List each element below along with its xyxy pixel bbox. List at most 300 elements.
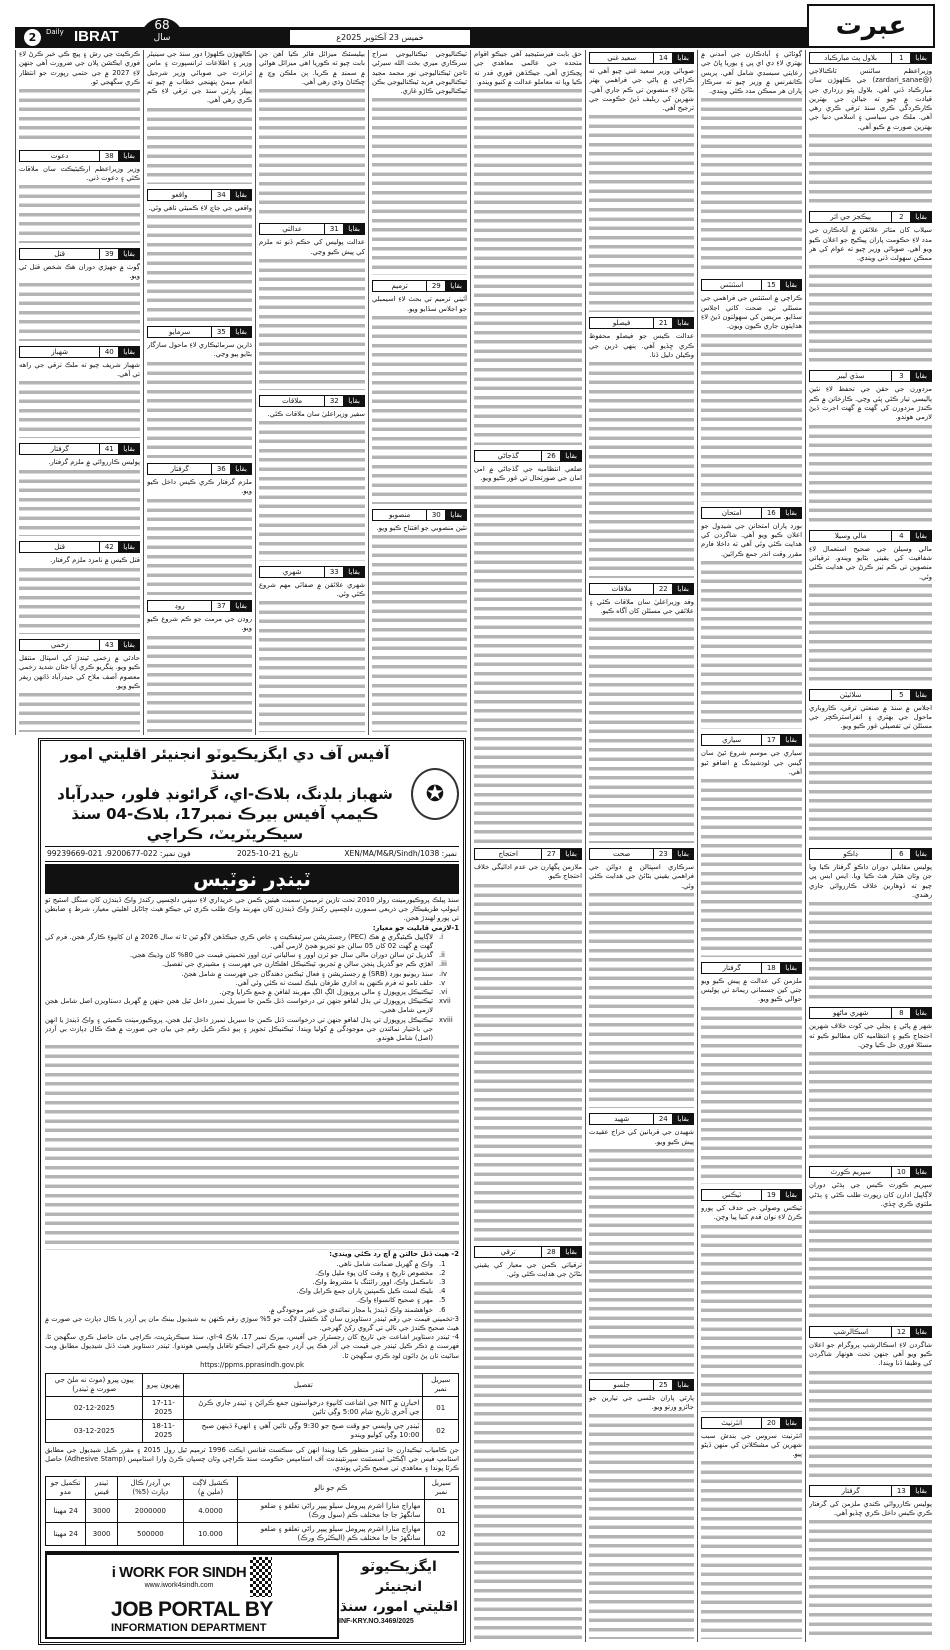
text-filler [372,314,467,504]
continuation-label: بقايا [119,640,139,650]
rejection-heading: 2- هيٺ ڏنل حالتن ۾ آڇ رد ڪئي ويندي: [329,1250,459,1259]
news-item [372,50,467,275]
table-header: پهريون پيرو [143,1374,184,1397]
table-cell: مهاراج منارا اشرم پيرومل سيلو پيپر راڻي تعلقو ۽ ضلعو سانگهڙ جا جا مختلف ڪم (سول ورڪ) [238,1500,424,1523]
news-body: پارٽي پاران جلسي جي تيارين جو جائزو ورتو ويو. [589,1393,694,1411]
page-number: 2 [24,29,41,46]
news-body: ٽيڪس وصولي جي حدف کي پورو ڪرڻ لاءِ نوان قدم کنيا پيا وڃن. [701,1204,802,1222]
continuation-title: قتل [54,543,66,552]
text-filler [474,87,582,445]
continuation-header[interactable] [809,370,932,382]
text-filler [809,1050,932,1161]
continuation-number: 31 [324,224,344,234]
criteria-text: حلف نامو ته فرم ڪنهن به اداري طرفان بليڪ لسٽ نه ڪئي وئي آهي. [235,978,433,987]
continuation-label: بقايا [781,1418,801,1428]
news-item [809,846,932,1002]
continuation-number: 43 [99,640,119,650]
news-item [474,1244,582,1639]
continuation-title: منصوبو [389,510,411,519]
rejection-number: 4. [439,1287,446,1296]
text-filler [45,1043,459,1250]
news-body: شهر ۾ پاڻي ۽ بجلي جي کوٽ خلاف شهرين احتجاج ڪيو ۽ انتظاميه کان مطالبو ڪيو ته مسئلا فوري حل ڪيا وڃن. [809,1022,932,1049]
continuation-label: بقايا [673,849,693,859]
continuation-header[interactable] [259,566,365,578]
news-item [19,344,140,439]
news-body: سرڪاري اسپتالن ۾ دوائن جي فراهمي يقيني بڻائڻ جي هدايت ڪئي وئي. [589,862,694,890]
text-filler [474,882,582,1241]
table-cell: 3000 [86,1523,118,1546]
text-filler [19,183,140,242]
text-filler [701,332,802,502]
news-body: سپريم ڪورٽ ڪيس جي ٻڌڻي دوران لاڳاپيل ادارن کان رپورٽ طلب ڪئي ۽ ٻڌڻي ملتوي ڪري ڇڏي. [809,1181,932,1209]
continuation-header[interactable] [19,443,140,455]
news-item [19,148,140,243]
criteria-text: لاڳاپيل ڪيٽيگري ۾ هڪ (PEC) رجسٽريشن سرٽيفڪيٽ ۽ خاص ڪري جيڪڏهن لاڳو ٿين ٿا ته سال 2026 ۾ ان کانپوءِ ڪارگر هجن. فرم کي گهٽ ۾ گهٽ 02 کان 05 سالن جو تجربو هجڻ لازمي آهي. [45,932,433,951]
rejection-number: 2. [439,1268,446,1277]
news-item [809,1164,932,1320]
office-line: شهباز بلڊنگ، بلاڪ-اي، گرائونڊ فلور، حيدرآباد [57,785,393,803]
news-body: ملزمن کي عدالت ۾ پيش ڪيو ويو جتي کين جسماني ريمانڊ تي پوليس حوالي ڪيو ويو. [701,976,802,1004]
criteria-item [45,997,459,1015]
table-row [46,1500,459,1523]
news-item [259,50,365,218]
rejection-number: 6. [439,1305,446,1314]
text-filler [589,1147,694,1374]
text-filler [372,96,467,275]
continuation-header[interactable] [701,1417,802,1429]
portal-brand-i: i [111,1564,116,1581]
portal-subtitle: INFORMATION DEPARTMENT [111,1622,267,1634]
continuation-label: بقايا [781,280,801,290]
continuation-label: بقايا [119,347,139,357]
continuation-title: شهري [282,567,302,576]
continuation-title: گڏجاڻي [497,452,519,460]
continuation-number: 36 [211,464,231,474]
continuation-header[interactable] [809,1166,932,1178]
continuation-number: 39 [99,249,119,259]
continuation-number: 15 [761,280,781,290]
news-body: شهيدن جي قربانين کي خراج عقيدت پيش ڪيو ويو. [589,1128,694,1146]
continuation-label: بقايا [446,510,466,520]
text-filler [147,360,252,458]
text-filler [19,566,140,635]
continuation-title: فيصلو [612,319,631,328]
years-label: سال [153,33,171,43]
continuation-header[interactable] [589,1379,694,1391]
notice-date: تاريخ 21-10-2025 [236,849,298,858]
continuation-header[interactable] [259,395,365,407]
news-body: ڌارين سرمائيڪاري لاءِ ماحول سازگار بڻايو پيو وڃي. [147,341,252,359]
rejection-item [45,1287,459,1296]
text-filler [259,257,365,390]
continuation-number: 16 [761,508,781,518]
news-body: عدالت ڪيس جو فيصلو محفوظ ڪري ڇڏيو آهي. ٻنهي ڌرين جي وڪيلن دليل ڏنا. [589,332,694,359]
continuation-label: بقايا [781,963,801,973]
table-row [46,1420,459,1443]
news-item [809,368,932,524]
stamp-note: جن ڪامياب ٺيڪيدارن جا ٽينڊر منظور ڪيا ويندا انهن کي سڪسٽ فنانس ايڪٽ 1996 ترميم ٿيل رول 2015 ۽ مقرر ڪيل شيڊيول جي مطابق اسٽامپ فيس جي اڳڪڻي اسسٽنٽ سپرنٽينڊنٽ آف اسٽامپس حڪومت سنڌ ڪراچي وٽان چسپان ڪرڻ وارا اسٽامپس (Adhesive Stamp) حاصل ڪرڻا پوندا ۽ معاهدي تي صحيح ڪرڻي پوندي. [45,1446,459,1472]
continuation-label: بقايا [673,584,693,594]
text-filler [474,1280,582,1639]
continuation-header[interactable] [589,583,694,595]
continuation-label: بقايا [673,53,693,63]
continuation-title: انٽرنيٽ [721,1418,743,1427]
criteria-item [45,960,459,969]
continuation-header[interactable] [809,52,932,64]
continuation-label: بقايا [911,371,931,381]
continuation-header[interactable] [701,279,802,291]
continuation-header[interactable] [809,1485,932,1497]
continuation-header[interactable] [589,52,694,64]
criteria-item [45,970,459,979]
rejection-number: 3. [439,1277,446,1286]
text-filler [701,96,802,274]
news-body: پوليس ڪارروائي ۾ ملزم گرفتار. [48,458,140,467]
news-item [701,1415,802,1639]
text-filler [589,113,694,312]
text-filler [589,360,694,577]
news-body: اجلاس ۾ سنڌ ۾ صنعتي ترقي، ڪاروباري ماحول جي بهتري ۽ انفراسٽرڪچر جي مسئلن تي تفصيلي غور ڪيو ويو. [809,703,932,731]
continuation-label: بقايا [911,1486,931,1496]
news-item [809,528,932,684]
news-item [809,209,932,365]
table-header: تفصيل [184,1374,423,1397]
continuation-title: روڊ [174,602,185,610]
continuation-number: 30 [426,510,446,520]
continuation-label: بقايا [911,212,931,222]
signatory [339,1553,459,1639]
news-body: روڊن جي مرمت جو ڪم شروع ڪيو ويو. [147,615,252,633]
daily-label: Daily [46,28,64,36]
table-cell: ٽينڊر جي واپسي جو وقت صبح جو 9:30 وڳي تائين آهي ۽ انهيءَ ڏينهن صبح 10:00 وڳي کوليو ويندو [184,1420,423,1443]
continuation-number: 18 [761,963,781,973]
continuation-header[interactable] [147,326,252,338]
news-item [147,50,252,184]
text-filler [701,1223,802,1412]
continuation-header[interactable] [701,507,802,519]
news-body: ڳوٺاڻي ۽ آبادڪارن جي آمدني ۾ بهتري لاءِ ڊي اي پي ۽ يوريا ڀاڻ جي رعايتي سبسڊي شامل آهي. پريس ڪانفرنس ۾ وزير چيو ته سرڪار پاران هر ممڪن مدد ڪئي ويندي. [701,50,802,96]
continuation-title: سلائيٽن [839,690,862,699]
news-item [589,581,694,843]
continuation-number: 12 [891,1327,911,1337]
text-filler [589,616,694,843]
issue-date: خميس 23 آڪٽوبر 2025ع [290,30,470,45]
news-column [805,50,935,1642]
tender-title: ٽينڊر نوٽيس [45,864,459,894]
continuation-header[interactable] [809,530,932,542]
continuation-header[interactable] [809,1007,932,1019]
sindh-emblem-icon: ✪ [411,768,459,820]
rejection-text: مخصوص تاريخ ۽ وقت کان پوءِ مليل واڪ. [315,1268,433,1277]
continuation-label: بقايا [781,1190,801,1200]
tender-notice-ad [38,738,466,1645]
continuation-header[interactable] [474,450,582,462]
text-filler [372,533,467,732]
text-filler [19,468,140,537]
continuation-header[interactable] [147,600,252,612]
continuation-number: 26 [541,451,561,461]
criteria-item [45,933,459,951]
table-cell: 24 مهينا [46,1500,86,1523]
text-filler [809,732,932,843]
continuation-number: 23 [653,849,673,859]
continuation-label: بقايا [119,249,139,259]
continuation-header[interactable] [589,317,694,329]
continuation-label: بقايا [344,224,364,234]
continuation-number: 21 [653,318,673,328]
continuation-label: بقايا [561,451,581,461]
table-cell: 17-11-2025 [143,1397,184,1420]
continuation-header[interactable] [372,280,467,292]
table-cell: 18-11-2025 [143,1420,184,1443]
portal-url[interactable]: www.iwork4sindh.com [144,1582,214,1589]
continuation-label: بقايا [119,151,139,161]
rejection-item [45,1296,459,1305]
news-column [143,50,255,735]
text-filler [259,419,365,561]
news-body: حادثي ۾ زخمي ٿيندڙ کي اسپتال منتقل ڪيو ويو. پنگريو ڪري آيا جتان شديد زخمي معصوم آصف ملاح کي حيدرآباد ڏانهن ريفر ڪيو ويو. [19,654,140,691]
continuation-label: بقايا [231,190,251,200]
continuation-label: بقايا [911,1008,931,1018]
continuation-header[interactable] [701,962,802,974]
continuation-header[interactable] [147,189,252,201]
continuation-number: 1 [891,53,911,63]
continuation-number: 8 [891,1008,911,1018]
criteria-key: xvii [439,997,451,1006]
news-item [701,505,802,729]
continuation-header[interactable] [259,223,365,235]
news-item [259,564,365,732]
continuation-header[interactable] [589,1113,694,1125]
job-portal-banner[interactable] [45,1553,339,1639]
continuation-header[interactable] [372,509,467,521]
criteria-item [45,988,459,997]
news-item [259,393,365,561]
criteria-text: ٽيڪنيڪل پروپوزل ۽ مالي پروپوزل الڳ الڳ مهربند لفافن ۾ جمع ڪرايا وڃن. [219,988,433,997]
continuation-label: بقايا [911,690,931,700]
news-item [589,50,694,312]
text-filler [701,559,802,729]
continuation-number: 27 [541,849,561,859]
news-body: ضلعي انتظاميه جي گڏجاڻي ۾ امن امان جي صورتحال تي غور ڪيو ويو. [474,465,582,483]
news-column [697,50,805,1642]
continuation-label: بقايا [673,318,693,328]
criteria-key: xviii [439,1015,453,1024]
continuation-number: 13 [891,1486,911,1496]
portal-title: JOB PORTAL BY [111,1598,273,1621]
news-body: بورڊ پاران امتحانن جي شيڊول جو اعلان ڪيو ويو آهي. شاگردن کي هدايت ڪئي وئي آهي ته داخلا فارم مقرر وقت اندر جمع ڪرائين. [701,521,802,558]
continuation-title: ملاقات [282,396,303,405]
continuation-number: 4 [891,531,911,541]
intro-text: سنڌ پبلڪ پروڪيورمينٽ رولز 2010 تحت تازين ترميمن سميت هيٺين ڪمن جي خريداري لاءِ سڀني دلچسپي رکندڙ واڪ ڏيندڙن کان سنگل اسٽيج ٽو اينولپ طريقيڪار جي ذريعي سمورن دلچسپي رکندڙ واڪ ڏيندڙن کان مهربند واڪ طلب ڪري ٿي جيڪو هيٺ ڄاڻايل اهليتي معيار، شرط ۽ ضابطن تي پورو لهندڙ هجن. [45,896,459,923]
news-item [147,598,252,732]
news-body: واقعي جي جاچ لاءِ ڪميٽي ٺاهي وئي. [148,204,252,212]
news-item [809,687,932,843]
news-body: انٽرنيٽ سروس جي بندش سبب شهرين کي مشڪلاتن کي منهن ڏيڻو پيو. [701,1431,802,1459]
newspaper-logo[interactable]: عبرت [807,4,935,48]
table-header: سيريل نمبر [423,1374,459,1397]
table-cell: اخبارن ۾ NIT جي اشاعت کانپوءِ درخواستون جمع ڪرائڻ ۽ ٽينڊر جاري ڪرڻ جي آخري تاريخ شام 5:00 وڳي تائين [184,1397,423,1420]
news-body: سيلاب کان متاثر علائقن ۾ آبادڪارن جي مدد لاءِ حڪومت پاران پيڪيج جو اعلان ڪيو ويو آهي. صوبائي وزير چيو ته عوام کي هر ممڪن سهولت ڏني ويندي. [809,226,932,263]
continuation-label: بقايا [781,508,801,518]
text-filler [809,900,932,1002]
continuation-number: 22 [653,584,673,594]
news-item [589,1377,694,1639]
news-column [255,50,368,735]
criteria-key: v. [439,978,446,987]
portal-brand: WORK FOR SINDH [119,1564,247,1581]
continuation-number: 42 [99,542,119,552]
continuation-header[interactable] [474,848,582,860]
news-body: ملازمن پگهارن جي عدم ادائيگي خلاف احتجاج ڪيو. [474,863,582,881]
news-body: بيليسٽڪ ميزائل فائر ڪيا آهن جن بابت چيو ته ڪوريا اهي ميزائل هوائي ۾ سمنڊ ۾ ڪريا. ٻن ملڪن وچ ۾ ڇڪتاڻ وڌي رهي آهي. [259,50,365,86]
news-item [19,246,140,341]
continuation-label: بقايا [911,1327,931,1337]
table-cell: 24 مهينا [46,1523,86,1546]
text-filler [147,497,252,595]
continuation-number: 20 [761,1418,781,1428]
continuation-title: اسڪالرشپ [833,1327,869,1336]
continuation-title: دعوت [50,151,69,160]
continuation-label: بقايا [119,542,139,552]
text-filler [809,582,932,684]
rejection-item [45,1278,459,1287]
text-filler [19,87,140,145]
continuation-number: 17 [761,735,781,745]
continuation-header[interactable] [809,848,932,860]
news-item [701,1187,802,1411]
para-4: 4- ٽينڊر دستاويز اشاعت جي تاريخ کان رجسٽرار جي آفيس، بيرڪ نمبر 17، بلاڪ 4-اي، سنڌ سيڪريٽريٽ، ڪراچي مان حاصل ڪري سگهجن ٿا. فهرست ۾ ذڪر ڪيل ٽينڊر جي قيمت جي آڊر هڪ پي آرڊر جمع ڪرائي (جيڪو ناقابل واپسي هوندو). ٽينڊر دستاويز هيٺ ڏنل شيڊيول مطابق ويب سائيٽ تان پڻ ڊائون لوڊ ڪري سگهجن ٿا. [45,1333,459,1360]
text-filler [589,1412,694,1639]
continuation-title: شهري ماڻهو [832,1009,869,1018]
news-item [474,50,582,445]
continuation-number: 33 [324,567,344,577]
continuation-header[interactable] [19,541,140,553]
signatory-line: ايگزيڪيوٽو انجنيئر [361,1559,437,1595]
rejection-item [45,1260,459,1269]
continuation-header[interactable] [809,211,932,223]
continuation-header[interactable] [19,150,140,162]
continuation-label: بقايا [673,1380,693,1390]
rejection-text: مهر ۽ صحيح کانسواءِ واڪ. [356,1296,433,1305]
news-item [701,50,802,274]
continuation-title: ملاقات [611,584,632,593]
continuation-number: 34 [211,190,231,200]
table-cell: 2000000 [118,1500,184,1523]
table-cell: مهاراج منارا اشرم پيرومل سيلو پيپر راڻي تعلقو ۽ ضلعو سانگهڙ جا جا مختلف ڪم (اليڪٽرڪ ورڪ) [238,1523,424,1546]
news-body: حق بابت فيرسٽيجيڊ آهي جيڪو اقوام متحده جي عالمي معاهدي جي ڀڃڪڙي آهي. جيڪڏهن قوري قدر نه ڪيا ويا ته معاملو عدالت ۾ کنيو ويندو. [474,50,582,86]
continuation-header[interactable] [809,689,932,701]
qr-code-icon[interactable] [250,1557,272,1597]
continuation-header[interactable] [19,639,140,651]
criteria-item [45,979,459,988]
table-cell: 02 [424,1523,458,1546]
news-body: ملزم گرفتار ڪري ڪيس داخل ڪيو ويو. [147,478,252,496]
continuation-header[interactable] [589,848,694,860]
news-item [474,846,582,1241]
continuation-title: عدالتي [282,225,303,234]
continuation-title: ڊاڪو [843,850,859,859]
news-body: ترقياتي ڪمن جي معيار کي يقيني بڻائڻ جي هدايت ڪئي وئي. [474,1261,582,1279]
continuation-number: 29 [426,281,446,291]
news-body: ڪراچي ۾ اسٽنٽس جي فراهمي جي مسئلي تي صحت کاتي اجلاس سڏايو. مريضن کي سهولتون ڏيڻ لاءِ هدايتون جاري ڪيون ويون. [701,294,802,331]
news-body: صوبائي وزير سعيد غني چيو آهي ته ڪراچي ۾ پاڻي جي فراهمي بهتر بڻائڻ لاءِ منصوبن تي ڪم جاري آهي. شهرين کي ريليف ڏيڻ حڪومت جي ترجيح آهي. [589,67,694,113]
table-cell: 3000 [86,1500,118,1523]
continuation-header[interactable] [474,1246,582,1258]
continuation-header[interactable] [147,463,252,475]
table-cell: 4.0000 [183,1500,238,1523]
continuation-label: بقايا [781,735,801,745]
continuation-label: بقايا [673,1114,693,1124]
news-body: شهري علائقن ۾ صفائي مهم شروع ڪئي وئي. [259,580,365,599]
continuation-number: 5 [891,690,911,700]
continuation-number: 37 [211,601,231,611]
rejection-item [45,1306,459,1315]
criteria-text: ٽيڪنيڪل پروپوزل تي ٻڌل لفافو جنهن تي درخواست ڏنل ڪمن جا سيريل نمبرز داخل ٿيل هجن جنهن ۾ گهربل دستاويزن اصل شامل هجن لازمي شامل هجي. [45,997,433,1015]
continuation-header[interactable] [809,1326,932,1338]
table-header: بي آرڊر/ ڪال ڊپازٽ (5%) [118,1477,184,1500]
continuation-number: 2 [891,212,911,222]
news-item [19,539,140,634]
criteria-text: ٽيڪنيڪل پروپوزل تي ٻڌل لفافو جنهن تي درخواست ڏنل ڪمن جا سيريل نمبرز داخل ٿيل هجن، پروڪيورمينٽ ڪميٽي ۽ واڪ ڏيندڙ يا انهن جي باختيار نمائندن جي موجودگي ۾ کوليا ويندا. ٽيڪنيڪل تجويز ۽ ٻيو ذڪر ڪيل رقم جي بيان جي صورت ۾ هڪ ڪال ڊپازٽ بي آرڊر (اصل) شامل هوندو. [45,1015,433,1043]
text-filler [809,423,932,525]
rejection-number: 1. [439,1259,446,1268]
news-body: نئين منصوبي جو افتتاح ڪيو ويو. [376,523,467,532]
continuation-label: بقايا [344,396,364,406]
criteria-key: vi. [439,988,448,997]
criteria-text: سنڌ ريونيو بورڊ (SRB) ۾ رجسٽريشن ۽ فعال ٽيڪس دهندگان جي فهرست ۾ شامل هجڻ. [181,969,433,978]
news-column [585,50,697,1642]
news-item [474,448,582,843]
continuation-number: 40 [99,347,119,357]
criteria-item [45,1016,459,1044]
text-filler [19,691,140,732]
criteria-heading: 1-لازمي قابليت جو معيار: [372,923,459,932]
office-line: آفيس آف دي ايگزيڪيوٽو انجنيئر اقليتي امور سنڌ [60,745,390,783]
news-item [589,1111,694,1373]
continuation-header[interactable] [19,248,140,260]
reference-number: نمبر: XEN/MA/M&R/Sindh/1038 [344,849,457,858]
continuation-label: بقايا [344,567,364,577]
news-column [15,50,143,735]
news-body: مالي وسيلن جي صحيح استعمال لاءِ شفافيت کي يقيني بڻايو ويندو. ترقياتي منصوبن تي ڪم تيز ڪرڻ جي هدايت ڪئي وئي. [809,544,932,581]
table-header: تڪميل جو مدو [46,1477,86,1500]
news-body: ڳوٺ ۾ جهيڙي دوران هڪ شخص قتل ٿي ويو. [19,262,140,281]
continuation-label: بقايا [911,1167,931,1177]
news-item [589,846,694,1108]
text-filler [809,1369,932,1480]
news-item [19,50,140,145]
table-header: سيريل نمبر [424,1477,458,1500]
text-filler [147,634,252,732]
para-3: 3-تخميني قيمت جي رقم ٽينڊر دستاويزن سان گڏ ڪشيل لاڳت جو 5% سوڙي رقم ڪنهن به شيڊيول بينڪ مان پي آرڊر يا ڪال ڊپازٽ جي صورت ۾ هيٺ صحيح ڪندڙ جي نالي تي گروي رکڻ گهرجي. [45,1314,459,1332]
continuation-title: گرفتار [841,1486,860,1495]
continuation-header[interactable] [19,346,140,358]
rejection-number: 5. [439,1296,446,1305]
continuation-label: بقايا [911,53,931,63]
continuation-header[interactable] [701,1189,802,1201]
continuation-number: 32 [324,396,344,406]
continuation-title: مالي وسيلا [834,531,867,540]
text-filler [474,484,582,843]
continuation-title: بلاول پٽ مبارڪباد [824,54,877,62]
text-filler [259,87,365,218]
continuation-number: 24 [653,1114,673,1124]
news-item [147,461,252,595]
ppms-link[interactable]: https://ppms.pprasindh.gov.pk [200,1360,304,1369]
continuation-label: بقايا [911,849,931,859]
continuation-header[interactable] [701,734,802,746]
